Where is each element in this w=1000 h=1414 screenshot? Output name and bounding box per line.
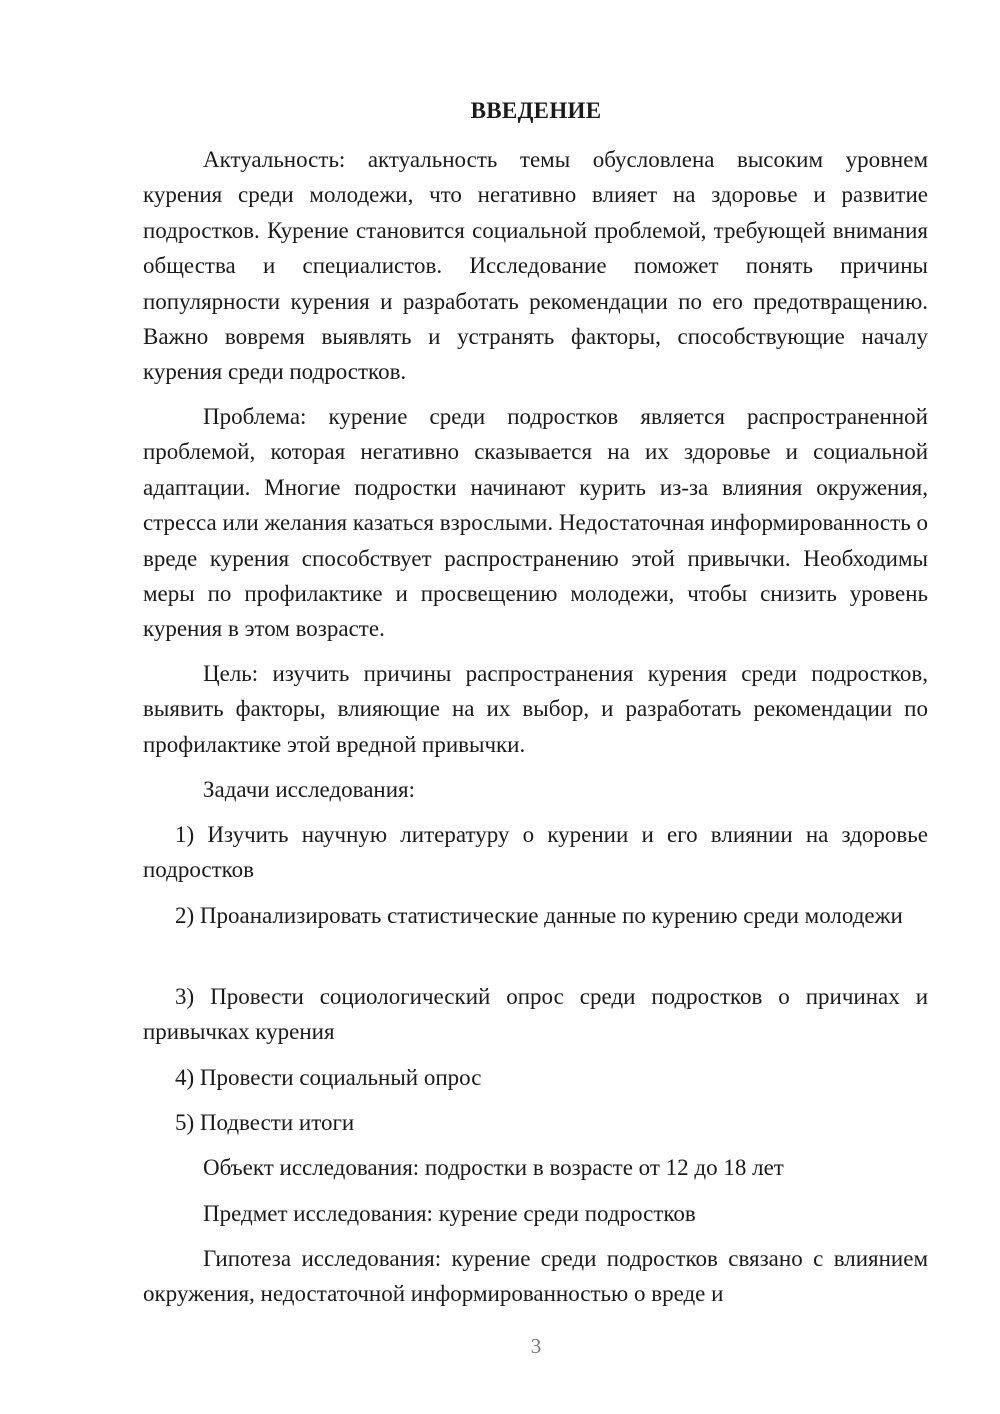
research-object: Объект исследования: подростки в возрасте от 12 до 18 лет — [203, 1155, 784, 1180]
tasks-heading: Задачи исследования: — [203, 777, 416, 802]
task-item-3: 3) Провести социологический опрос среди подростков о причинах и привычках курения — [143, 984, 928, 1045]
task-item-2: 2) Проанализировать статистические данные по курению среди молодежи — [175, 903, 903, 928]
page-number: 3 — [530, 1334, 542, 1358]
research-hypothesis: Гипотеза исследования: курение среди подростков связано с влиянием окружения, недостаточной информированностью о вреде и — [143, 1246, 928, 1307]
section-title: ВВЕДЕНИЕ — [470, 98, 602, 123]
paragraph-goal: Цель: изучить причины распространения курения среди подростков, выявить факторы, влияющие на их выбор, и разработать рекомендации по профилактике этой вредной привычки. — [143, 661, 928, 757]
research-subject: Предмет исследования: курение среди подростков — [203, 1201, 696, 1226]
paragraph-problem: Проблема: курение среди подростков является распространенной проблемой, которая негативно сказывается на их здоровье и социальной адаптации. Многие подростки начинают курить из-за влияния окружения, стресса или желания казаться взрослыми. Недостаточная информированность о вреде курения способствует распространению этой привычки. Необходимы меры по профилактике и просвещению молодежи, чтобы снизить уровень курения в этом возрасте. — [143, 404, 928, 642]
task-item-1: 1) Изучить научную литературу о курении и его влиянии на здоровье подростков — [143, 822, 928, 883]
task-item-5: 5) Подвести итоги — [175, 1110, 355, 1135]
task-item-4: 4) Провести социальный опрос — [175, 1065, 482, 1090]
paragraph-relevance: Актуальность: актуальность темы обусловлена высоким уровнем курения среди молодежи, что негативно влияет на здоровье и развитие подростков. Курение становится социальной проблемой, требующей внимания общества и специалистов. Исследование поможет понять причины популярности курения и разработать рекомендации по его предотвращению. Важно вовремя выявлять и устранять факторы, способствующие началу курения среди подростков. — [143, 147, 928, 385]
